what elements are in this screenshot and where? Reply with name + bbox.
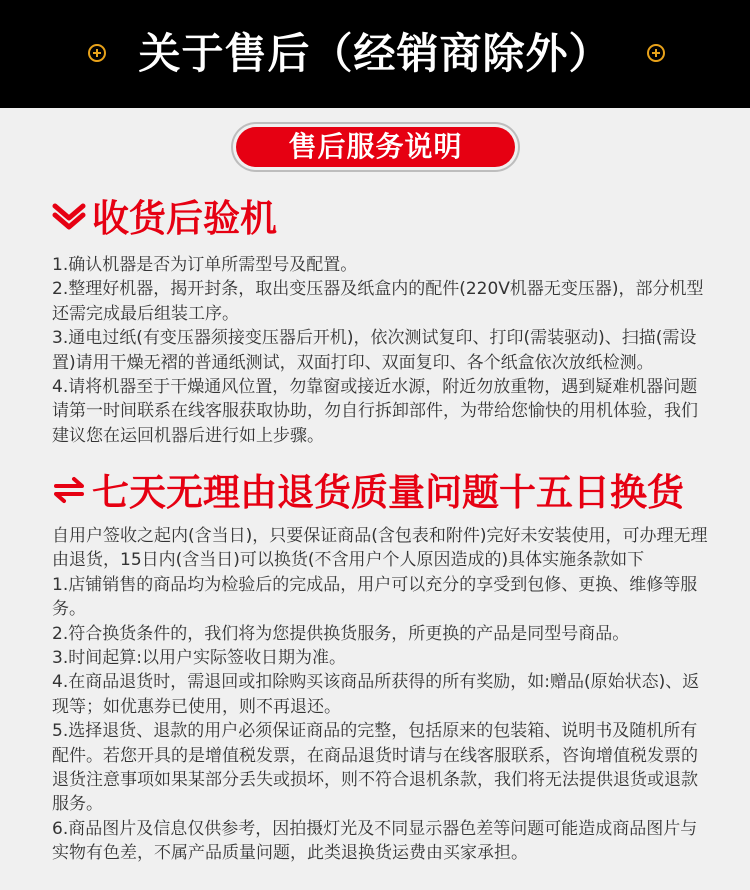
double-chevron-down-icon	[52, 195, 86, 241]
page-title: 关于售后（经销商除外）	[138, 29, 612, 78]
paragraph: 2.整理好机器，揭开封条，取出变压器及纸盒内的配件(220V机器无变压器)，部分机型还需完成最后组装工序。	[52, 279, 704, 324]
paragraph: 5.选择退货、退款的用户必须保证商品的完整，包括原来的包装箱、说明书及随机所有配件。若您开具的是增值税发票，在商品退货时请与在线客服联系，咨询增值税发票的退货注意事项如果某部分丢失或损坏，则不符合退机条款，我们将无法提供退货或退款服务。	[52, 721, 698, 815]
exchange-arrows-icon	[52, 469, 86, 515]
section-title-inspection	[52, 196, 277, 244]
paragraph: 自用户签收之起内(含当日)，只要保证商品(含包表和附件)完好未安装使用，可办理无理由退货，15日内(含当日)可以换货(不含用户个人原因造成的)具体实施条款如下	[52, 526, 708, 571]
paragraph: 4.请将机器至于干燥通风位置，勿靠窗或接近水源，附近勿放重物，遇到疑难机器问题请第一时间联系在线客服获取协助，勿自行拆卸部件，为带给您愉快的用机体验，我们建议您在运回机器后进行如上步骤。	[52, 377, 698, 446]
paragraph: 3.通电过纸(有变压器须接变压器后开机)，依次测试复印、打印(需装驱动)、扫描(需设置)请用干燥无褶的普通纸测试，双面打印、双面复印、各个纸盒依次放纸检测。	[52, 328, 697, 373]
header-banner	[0, 0, 750, 108]
section-body-inspection	[52, 253, 712, 448]
paragraph: 4.在商品退货时，需退回或扣除购买该商品所获得的所有奖励，如:赠品(原始状态)、返现等；如优惠券已使用，则不再退还。	[52, 672, 700, 717]
paragraph: 1.店铺销售的商品均为检验后的完成品，用户可以充分的享受到包修、更换、维修等服务。	[52, 574, 698, 620]
section-title-text: 七天无理由退货质量问题十五日换货	[92, 471, 684, 514]
paragraph: 6.商品图片及信息仅供参考，因拍摄灯光及不同显示器色差等问题可能造成商品图片与实物有色差，不属产品质量问题，此类退换货运费由买家承担。	[52, 818, 698, 864]
paragraph: 3.时间起算:以用户实际签收日期为准。	[52, 648, 346, 669]
section-body-returns	[52, 524, 712, 866]
section-heading-pill: 售后服务说明	[236, 127, 515, 167]
plus-circle-icon	[647, 44, 665, 62]
paragraph: 2.符合换货条件的，我们将为您提供换货服务，所更换的产品是同型号商品。	[52, 623, 630, 644]
section-title-returns	[52, 470, 684, 518]
paragraph: 1.确认机器是否为订单所需型号及配置。	[52, 255, 358, 275]
section-title-text: 收货后验机	[92, 197, 277, 240]
